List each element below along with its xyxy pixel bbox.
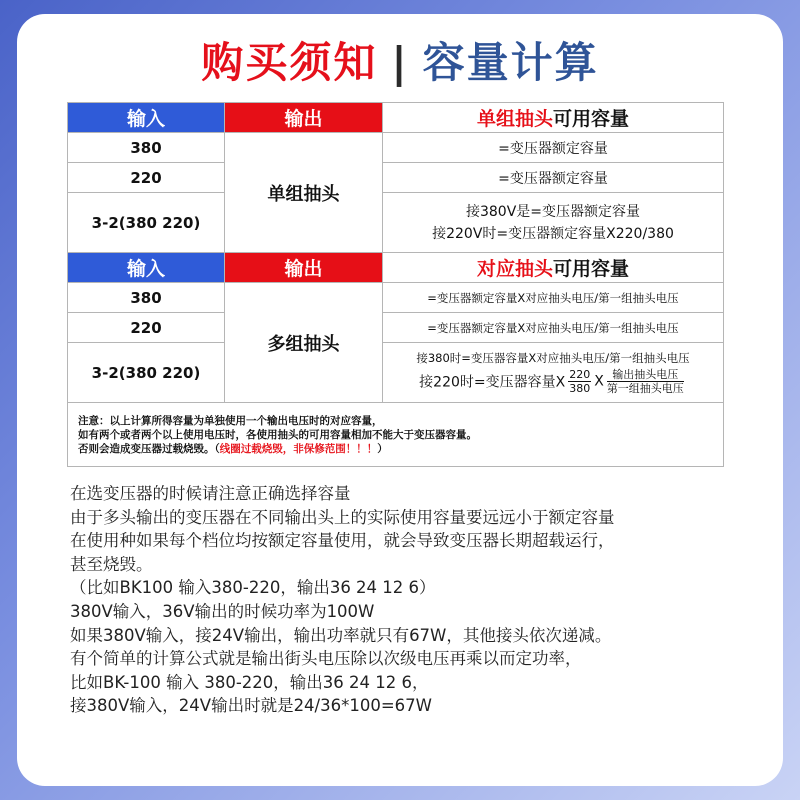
table-row [68,163,724,193]
section1-capacity-rest: 可用容量 [553,108,630,130]
fraction-denominator: 380 [569,382,591,395]
capacity-cell: =变压器额定容量X对应抽头电压/第一组抽头电压 [383,283,724,313]
section1-capacity-highlight: 单组抽头 [476,108,553,130]
paragraph-line: 由于多头输出的变压器在不同输出头上的实际使用容量要远远小于额定容量 [70,507,615,527]
note-suffix: ） [377,442,388,455]
capacity-cell [383,193,724,253]
note-prefix: 否则会造成变压器过载烧毁。（ [78,442,220,455]
note-line: 如有两个或者两个以上使用电压时，各使用抽头的可用容量相加不能大于变压器容量。 [78,428,477,441]
capacity-line: 接380时=变压器容量X对应抽头电压/第一组抽头电压 [416,351,690,365]
capacity-cell: =变压器额定容量 [383,133,724,163]
notes-row [68,403,724,467]
input-cell: 220 [68,163,225,193]
table-row [68,343,724,403]
paragraph-line: 380V输入，36V输出的时候功率为100W [70,601,375,621]
paragraph-line: 在使用种如果每个档位均按额定容量使用，就会导致变压器长期超载运行， [70,531,615,551]
title-capacity-calc: 容量计算 [422,38,599,87]
notes-cell [68,403,724,467]
section1-header-row [68,103,724,133]
formula-prefix: 接220时=变压器容量X [419,374,566,391]
multi-tap-output-label: 多组抽头 [225,283,383,403]
fraction-numerator: 220 [569,368,591,381]
paragraph-line: 甚至烧毁。 [70,554,153,574]
table-row [68,313,724,343]
table-row [68,283,724,313]
table-row [68,193,724,253]
title-purchase-notice: 购买须知 [201,38,378,87]
capacity-line: 接380V是=变压器额定容量 [465,203,641,220]
warranty-warning: 线圈过载烧毁，非保修范围！！！ [219,442,378,455]
input-cell: 220 [68,313,225,343]
section1-input-header: 输入 [68,103,225,133]
page-title [0,30,800,90]
fraction-voltage-ratio [568,368,591,395]
section2-capacity-rest: 可用容量 [553,258,630,280]
capacity-cell [383,343,724,403]
capacity-cell: =变压器额定容量X对应抽头电压/第一组抽头电压 [383,313,724,343]
capacity-line: 接220V时=变压器额定容量X220/380 [432,225,674,242]
section1-output-header: 输出 [225,103,383,133]
fraction-denominator: 第一组抽头电压 [606,382,684,395]
section2-output-header: 输出 [225,253,383,283]
table-row [68,133,724,163]
section1-capacity-header [383,103,724,133]
section2-input-header: 输入 [68,253,225,283]
paragraph-line: 在选变压器的时候请注意正确选择容量 [70,484,351,503]
capacity-formula [383,368,723,395]
section2-capacity-highlight: 对应抽头 [476,258,553,280]
capacity-table [67,102,724,467]
paragraph-line: （比如BK100 输入380-220，输出36 24 12 6） [70,578,436,598]
section2-capacity-header [383,253,724,283]
paragraph-line: 有个简单的计算公式就是输出街头电压除以次级电压再乘以而定功率， [70,649,582,669]
paragraph-line: 如果380V输入，接24V输出，输出功率就只有67W，其他接头依次递减。 [70,625,612,645]
input-cell: 380 [68,283,225,313]
fraction-numerator: 输出抽头电压 [607,368,684,382]
single-tap-output-label: 单组抽头 [225,133,383,253]
paragraph-line: 比如BK-100 输入 380-220，输出36 24 12 6， [70,672,429,692]
explanation-text [70,482,770,718]
note-line: 注意：以上计算所得容量为单独使用一个输出电压时的对应容量， [78,414,383,427]
input-cell: 3-2(380 220) [68,343,225,403]
capacity-cell: =变压器额定容量 [383,163,724,193]
paragraph-line: 接380V输入，24V输出时就是24/36*100=67W [70,696,432,716]
input-cell: 3-2(380 220) [68,193,225,253]
formula-times: X [594,373,604,390]
note-line [78,442,713,456]
fraction-tap-ratio [607,368,684,395]
section2-header-row [68,253,724,283]
input-cell: 380 [68,133,225,163]
title-separator: | [391,38,409,87]
